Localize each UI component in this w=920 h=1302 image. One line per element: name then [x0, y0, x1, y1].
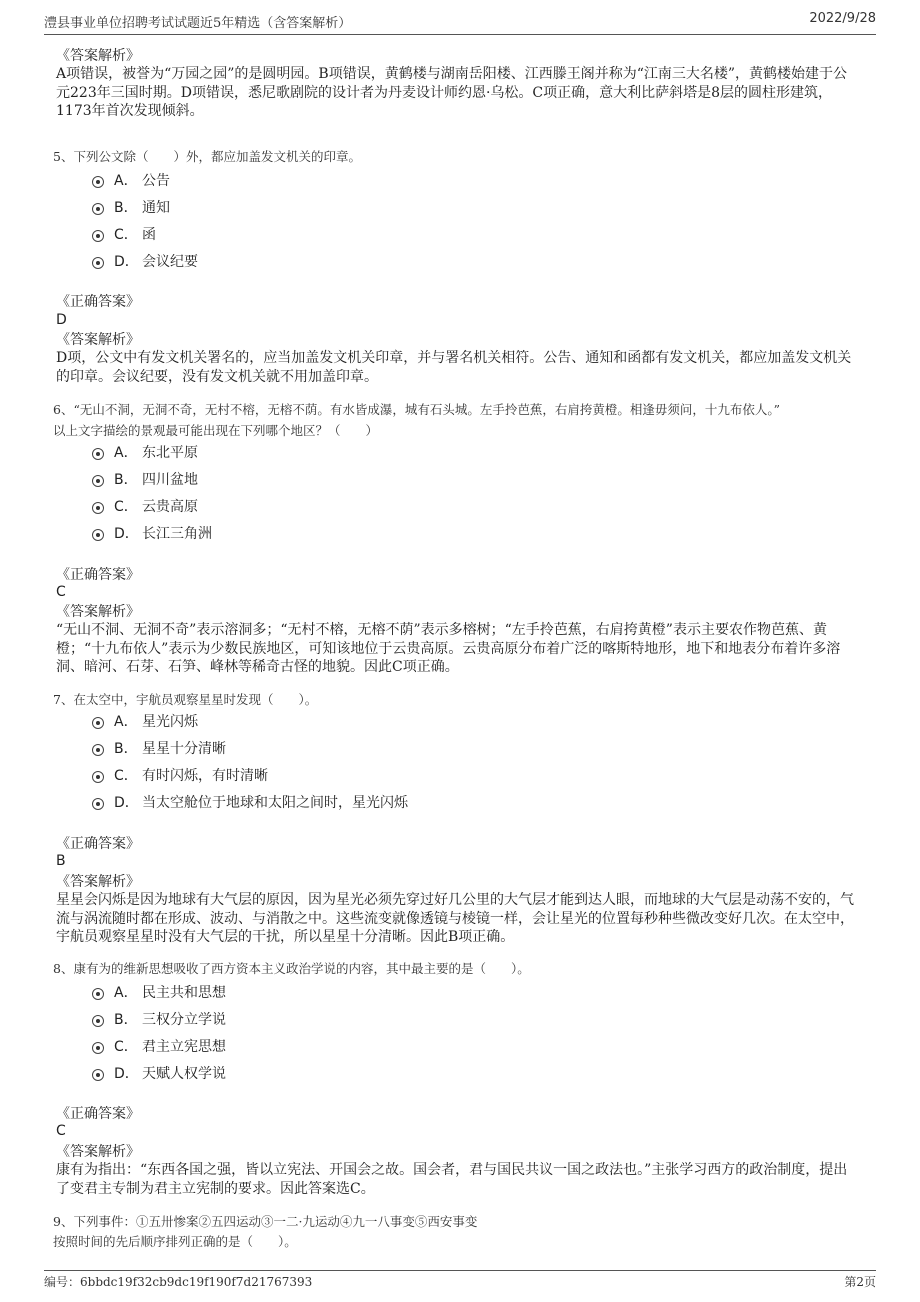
correct-answer: D	[56, 312, 67, 328]
radio-icon[interactable]	[92, 475, 104, 487]
radio-icon[interactable]	[92, 257, 104, 269]
analysis-label: 《答案解析》	[56, 48, 140, 64]
analysis-text: D项，公文中有发文机关署名的，应当加盖发文机关印章，并与署名机关相符。公告、通知和函都有发文机关，都应加盖发文机关的印章。会议纪要，没有发文机关就不用加盖印章。	[56, 350, 852, 385]
analysis-label: 《答案解析》	[56, 332, 140, 348]
radio-icon[interactable]	[92, 1069, 104, 1081]
page-footer	[44, 1270, 876, 1293]
header-date: 2022/9/28	[809, 11, 876, 26]
option-d[interactable]: D． 天赋人权学说	[92, 1064, 226, 1084]
option-c[interactable]: C． 函	[92, 225, 156, 245]
analysis-label: 《答案解析》	[56, 874, 140, 890]
document-title: 澧县事业单位招聘考试试题近5年精选（含答案解析）	[44, 16, 352, 31]
radio-icon[interactable]	[92, 448, 104, 460]
radio-icon[interactable]	[92, 1015, 104, 1027]
question-text: 7、在太空中，宇航员观察星星时发现（ ）。	[53, 692, 318, 707]
option-b[interactable]: B． 三权分立学说	[92, 1010, 226, 1030]
option-a[interactable]: A． 东北平原	[92, 443, 198, 463]
question-text: 5、下列公文除（ ）外，都应加盖发文机关的印章。	[53, 149, 361, 164]
option-c[interactable]: C． 云贵高原	[92, 497, 198, 517]
analysis-label: 《答案解析》	[56, 604, 140, 620]
radio-icon[interactable]	[92, 502, 104, 514]
option-a[interactable]: A． 公告	[92, 171, 170, 191]
option-d[interactable]: D． 长江三角洲	[92, 524, 212, 544]
analysis-text: A项错误，被誉为“万园之园”的是圆明园。B项错误，黄鹤楼与湖南岳阳楼、江西滕王阁并称为“江南三大名楼”，黄鹤楼始建于公元223年三国时期。D项错误，悉尼歌剧院的设计者为丹麦设计师约恩·乌松。C项正确，意大利比萨斜塔是8层的圆柱形建筑，1173年首次发现倾斜。	[56, 66, 848, 119]
analysis-label: 《答案解析》	[56, 1144, 140, 1160]
question-text: 6、“无山不洞，无洞不奇，无村不榕，无榕不荫。有水皆成瀑，城有石头城。左手拎芭蕉，右肩挎黄橙。相逢毋须问，十九布依人。”	[53, 402, 780, 417]
option-d[interactable]: D． 会议纪要	[92, 252, 198, 272]
option-a[interactable]: A． 民主共和思想	[92, 983, 226, 1003]
radio-icon[interactable]	[92, 744, 104, 756]
radio-icon[interactable]	[92, 798, 104, 810]
radio-icon[interactable]	[92, 771, 104, 783]
option-c[interactable]: C． 君主立宪思想	[92, 1037, 226, 1057]
radio-icon[interactable]	[92, 988, 104, 1000]
option-c[interactable]: C． 有时闪烁，有时清晰	[92, 766, 268, 786]
question-text-continued: 按照时间的先后顺序排列正确的是（ ）。	[53, 1234, 297, 1249]
question-text: 9、下列事件：①五卅惨案②五四运动③一二·九运动④九一八事变⑤西安事变	[53, 1214, 478, 1229]
radio-icon[interactable]	[92, 717, 104, 729]
analysis-text: 星星会闪烁是因为地球有大气层的原因，因为星光必须先穿过好几公里的大气层才能到达人眼，而地球的大气层是动荡不安的，气流与涡流随时都在形成、波动、与消散之中。这些流变就像透镜与棱镜一样，会让星光的位置每秒种些微改变好几次。在太空中，宇航员观察星星时没有大气层的干扰，所以星星十分清晰。因此B项正确。	[56, 892, 854, 945]
correct-answer-label: 《正确答案》	[56, 836, 140, 852]
question-text-continued: 以上文字描绘的景观最可能出现在下列哪个地区？（ ）	[53, 423, 379, 438]
correct-answer: C	[56, 1123, 66, 1139]
option-a[interactable]: A． 星光闪烁	[92, 712, 198, 732]
question-text: 8、康有为的维新思想吸收了西方资本主义政治学说的内容，其中最主要的是（ ）。	[53, 961, 530, 976]
option-d[interactable]: D． 当太空舱位于地球和太阳之间时，星光闪烁	[92, 793, 408, 813]
correct-answer-label: 《正确答案》	[56, 567, 140, 583]
correct-answer-label: 《正确答案》	[56, 294, 140, 310]
radio-icon[interactable]	[92, 176, 104, 188]
option-b[interactable]: B． 通知	[92, 198, 170, 218]
analysis-text: “无山不洞、无洞不奇”表示溶洞多；“无村不榕，无榕不荫”表示多榕树；“左手拎芭蕉，右肩挎黄橙”表示主要农作物芭蕉、黄橙；“十九布依人”表示为少数民族地区，可知该地位于云贵高原。云贵高原分布着广泛的喀斯特地形，地下和地表分布着许多溶洞、暗河、石芽、石笋、峰林等稀奇古怪的地貌。因此C项正确。	[56, 622, 841, 675]
option-b[interactable]: B． 星星十分清晰	[92, 739, 226, 759]
analysis-text: 康有为指出：“东西各国之强，皆以立宪法、开国会之故。国会者，君与国民共议一国之政法也。”主张学习西方的政治制度，提出了变君主专制为君主立宪制的要求。因此答案选C。	[56, 1162, 848, 1197]
correct-answer: B	[56, 853, 66, 869]
radio-icon[interactable]	[92, 1042, 104, 1054]
correct-answer: C	[56, 584, 66, 600]
page-number: 第2页	[844, 1275, 876, 1289]
correct-answer-label: 《正确答案》	[56, 1106, 140, 1122]
document-code: 编号：6bbdc19f32cb9dc19f190f7d21767393	[44, 1275, 313, 1289]
radio-icon[interactable]	[92, 529, 104, 541]
radio-icon[interactable]	[92, 203, 104, 215]
option-b[interactable]: B． 四川盆地	[92, 470, 198, 490]
radio-icon[interactable]	[92, 230, 104, 242]
